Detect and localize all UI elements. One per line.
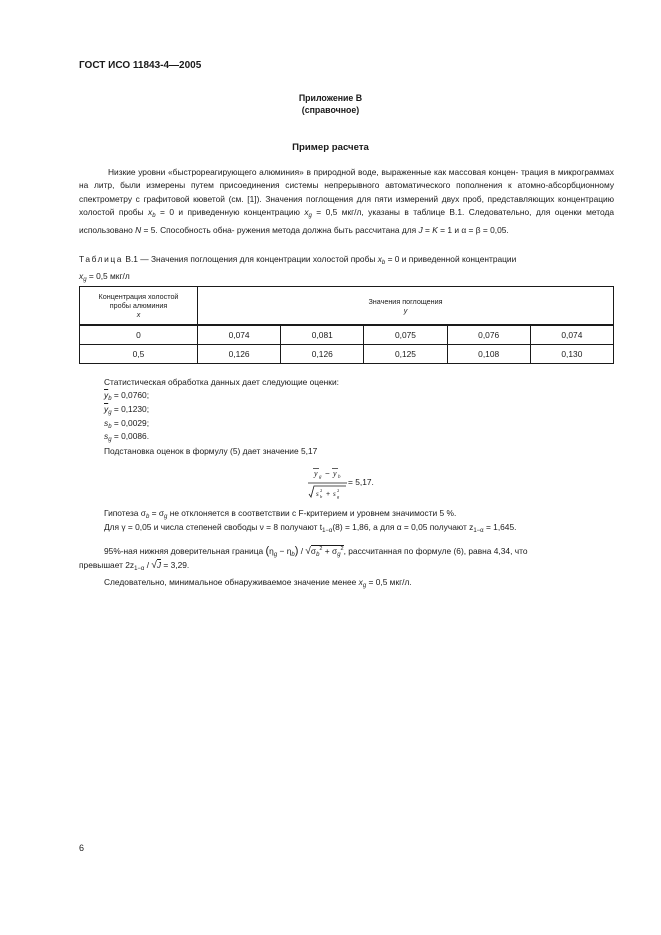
svg-text:2: 2: [320, 488, 323, 493]
table-caption: Таблица В.1 — Значения поглощения для концентрации холостой пробы $x_b = 0$ и приведенной концентрации $x_g = 0,5$ мкг/л: [79, 254, 517, 283]
page-number: 6: [79, 843, 85, 853]
document-header: ГОСТ ИСО 11843-4—2005: [79, 60, 202, 71]
value-cell: 0,074: [530, 325, 613, 345]
stat-sg: $s_g = 0,0086$.: [104, 431, 150, 443]
concentration-cell: 0: [80, 325, 198, 345]
stat-yg: $\overline{y}_g = 0,1230$;: [104, 404, 150, 416]
hypothesis-line: Гипотеза $\sigma_b = \sigma_g$ не отклоняется в соответствии с F-критерием и уровнем значимости 5 %.: [104, 508, 457, 520]
stat-sb: $s_b = 0,0029$;: [104, 418, 150, 430]
confidence-line: 95%-ная нижняя доверительная граница $(\eta_g - \eta_b) / √\sigma_b^2 + \sigma_g^2$, рассчитанная по формуле (6), равна 4,34, что: [104, 545, 528, 558]
svg-text:+: +: [326, 491, 331, 498]
conclusion-line: Следовательно, минимальное обнаруживаемое значение менее $x_g = 0,5$ мкг/л.: [104, 577, 412, 589]
confidence-line-2: превышает $2z_{1-\alpha} / √J = 3,29$.: [79, 560, 190, 572]
value-cell: 0,075: [364, 325, 447, 345]
intro-text: Низкие уровни «быстрореагирующего алюминия» в природной воде, выраженные как массовая концен- трация в микрограммах на литр, были измерены путем присоединения системы непрерывного автоматического пополнения к атомно-абсорбционному спектрометру с графитовой кюветой (см. [1]). Значения поглощения для пяти измерений двух проб, представляющих концентрацию холостой пробы $x_b = 0$ и приведенную концентрацию $x_g = 0,5$ мкг/л, указаны в таблице В.1. Следовательно, для оценки метода использовано N = 5. Способность обна- ружения метода должна быть рассчитана для J = K = 1 и α = β = 0,05.: [79, 167, 615, 235]
value-cell: 0,108: [447, 345, 530, 364]
svg-text:y: y: [314, 469, 318, 478]
intro-paragraph: [79, 166, 614, 237]
svg-text:b: b: [338, 475, 341, 480]
absorbance-table: [79, 286, 614, 364]
svg-text:g: g: [319, 475, 322, 480]
stats-intro: Статистическая обработка данных дает следующие оценки:: [104, 377, 339, 387]
svg-text:2: 2: [337, 488, 340, 493]
section-title: Пример расчета: [292, 142, 369, 153]
svg-text:b: b: [320, 494, 323, 499]
svg-text:g: g: [337, 494, 340, 499]
ratio-result: = 5,17.: [348, 477, 374, 487]
svg-text:−: −: [325, 469, 330, 478]
value-cell: 0,074: [198, 325, 281, 345]
absorbance-header: Значения поглощения y: [198, 287, 614, 326]
substitution-text: Подстановка оценок в формулу (5) дает значение 5,17: [104, 446, 318, 456]
svg-text:s: s: [316, 490, 319, 498]
svg-text:s: s: [333, 490, 336, 498]
quantiles-line: Для γ = 0,05 и числа степеней свободы ν = 8 получают $t_{1-\alpha}(8) = 1,86$, а для α = 0,05 получают $z_{1-\alpha} = 1,645$.: [104, 522, 517, 534]
value-cell: 0,081: [281, 325, 364, 345]
caption-prefix: Таблица: [79, 254, 124, 264]
concentration-header: Концентрация холостой пробы алюминия x: [80, 287, 198, 326]
annex-title: [0, 92, 661, 116]
table-row: [80, 325, 614, 345]
annex-name: Приложение В: [298, 93, 363, 103]
value-cell: 0,130: [530, 345, 613, 364]
value-cell: 0,126: [198, 345, 281, 364]
table-header-row: [80, 287, 614, 326]
svg-text:y: y: [333, 469, 337, 478]
value-cell: 0,126: [281, 345, 364, 364]
annex-status: (справочное): [301, 105, 360, 115]
value-cell: 0,125: [364, 345, 447, 364]
table-row: [80, 345, 614, 364]
stat-yb: $\overline{y}_b = 0,0760$;: [104, 390, 150, 402]
value-cell: 0,076: [447, 325, 530, 345]
concentration-cell: 0,5: [80, 345, 198, 364]
